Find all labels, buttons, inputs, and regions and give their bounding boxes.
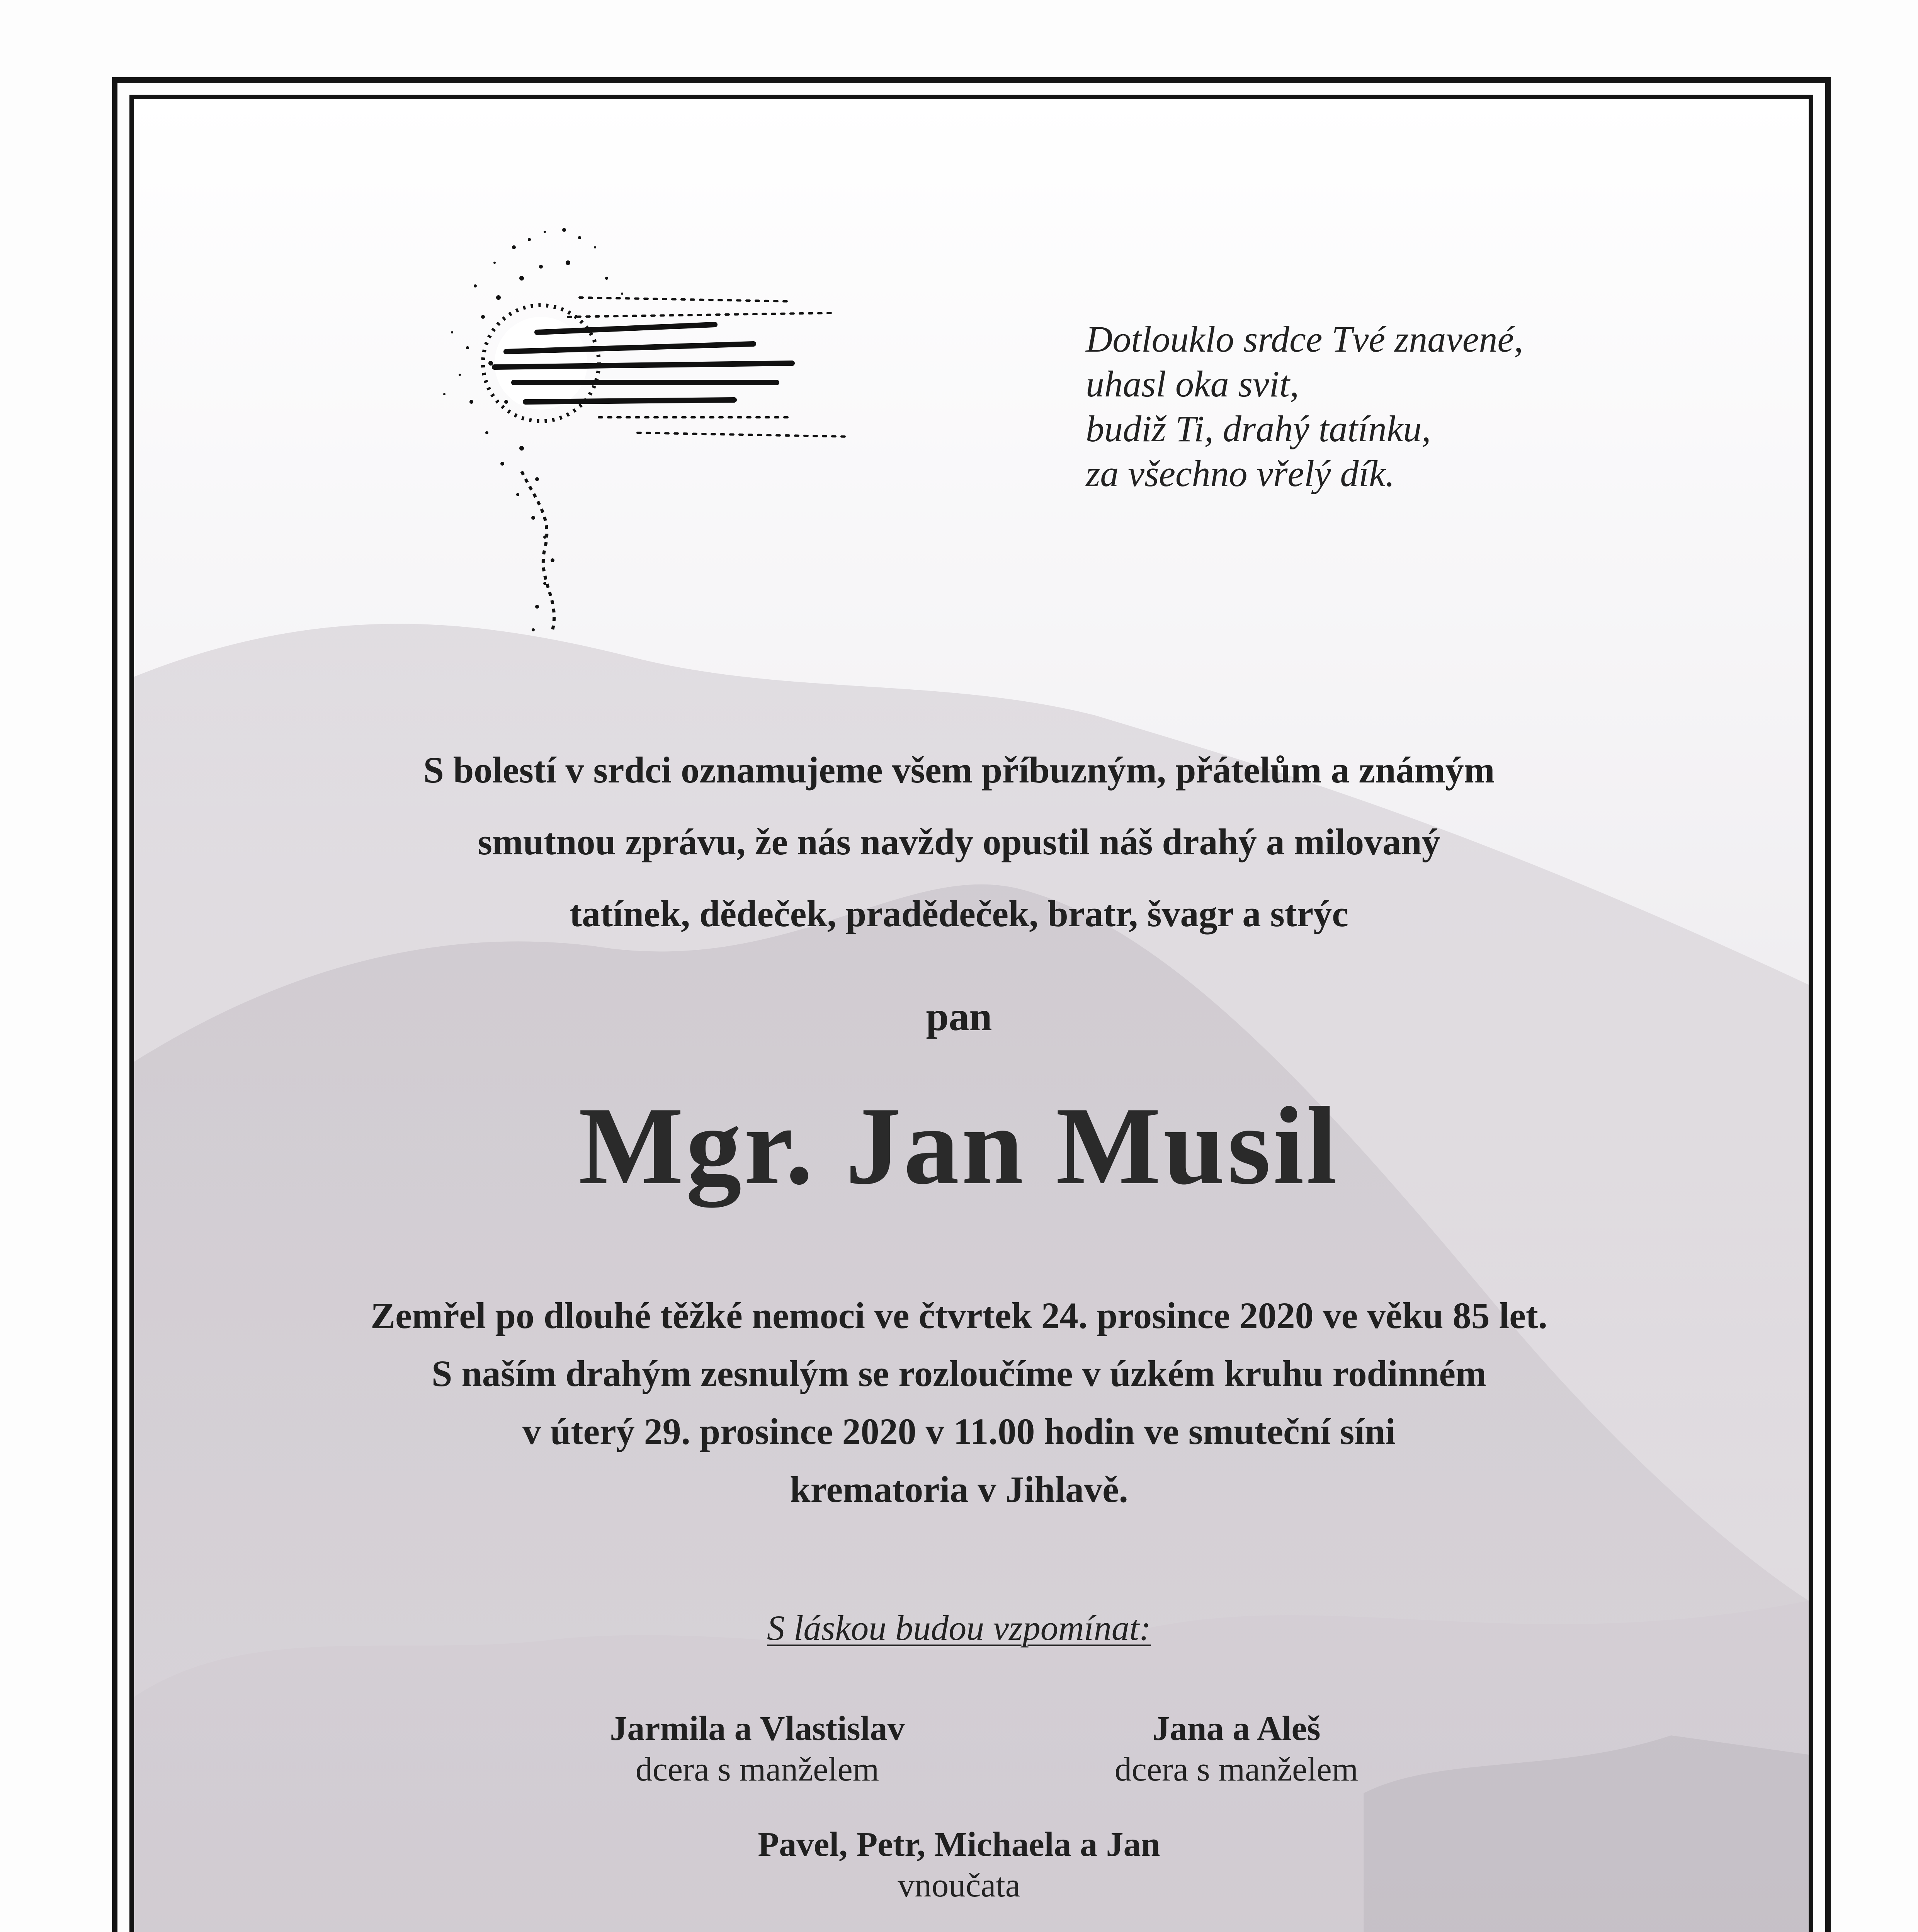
mourner-relation: dcera s manželem xyxy=(635,1751,879,1788)
mourner-relation: vnoučata xyxy=(898,1867,1020,1904)
deceased-name: Mgr. Jan Musil xyxy=(578,1084,1340,1208)
announcement-line: tatínek, dědeček, pradědeček, bratr, švagr a strýc xyxy=(570,893,1348,934)
mourner-names: Jana a Aleš xyxy=(1152,1709,1321,1748)
mourners-heading: S láskou budou vzpomínat: xyxy=(767,1608,1151,1648)
poem-line: uhasl oka svit, xyxy=(1086,363,1299,405)
mourner-names: Pavel, Petr, Michaela a Jan xyxy=(758,1825,1160,1864)
notice-line: krematoria v Jihlavě. xyxy=(790,1469,1128,1510)
poem-line: Dotlouklo srdce Tvé znavené, xyxy=(1086,318,1524,360)
notice-line: Zemřel po dlouhé těžké nemoci ve čtvrtek 24. prosince 2020 ve věku 85 let. xyxy=(371,1295,1547,1336)
mourner-group xyxy=(564,1708,950,1790)
announcement-line: smutnou zprávu, že nás navždy opustil náš drahý a milovaný xyxy=(478,821,1440,862)
mourner-names: Jarmila a Vlastislav xyxy=(610,1709,905,1748)
mourner-relation: dcera s manželem xyxy=(1114,1751,1359,1788)
death-and-funeral-notice xyxy=(0,1287,1918,1519)
poem-line: za všechno vřelý dík. xyxy=(1086,453,1395,494)
announcement-text xyxy=(0,734,1918,950)
memorial-poem xyxy=(1086,317,1704,496)
honorific: pan xyxy=(926,994,992,1039)
notice-line: v úterý 29. prosince 2020 v 11.00 hodin ve smuteční síni xyxy=(522,1411,1396,1452)
mourner-group xyxy=(1043,1708,1430,1790)
mourner-group xyxy=(0,1824,1918,1906)
sun-cloud-ornament xyxy=(406,201,927,665)
poem-line: budiž Ti, drahý tatínku, xyxy=(1086,408,1431,449)
notice-line: S naším drahým zesnulým se rozloučíme v úzkém kruhu rodinném xyxy=(432,1353,1486,1394)
announcement-line: S bolestí v srdci oznamujeme všem příbuzným, přátelům a známým xyxy=(423,749,1495,791)
